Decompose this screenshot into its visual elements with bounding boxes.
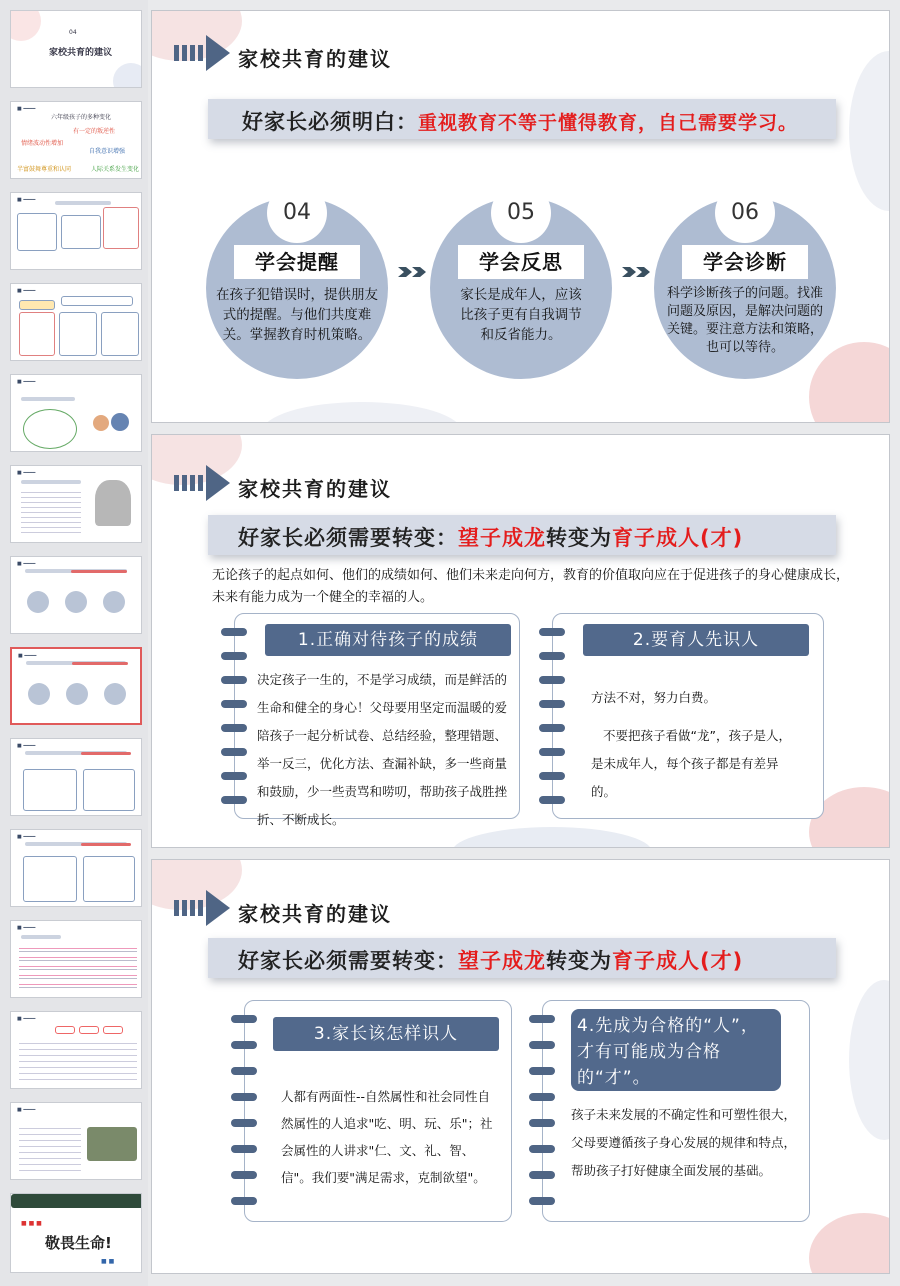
slide-3 <box>151 859 890 1274</box>
slide-title: 家校共育的建议 <box>238 47 392 71</box>
ring <box>539 652 565 660</box>
thumbnail-6[interactable] <box>10 465 142 543</box>
card-body: 不要把孩子看做“龙”，孩子是人，是未成年人，每个孩子都是有差异的。 <box>591 728 791 799</box>
decor-shape <box>10 10 41 41</box>
intro-paragraph: 无论孩子的起点如何、他们的成绩如何、他们未来走向何方，教育的价值取向应在于促进孩子的身心健康成长，未来有能力成为一个健全的幸福的人。 <box>212 568 850 605</box>
thumbnail-10[interactable] <box>10 829 142 907</box>
ring <box>529 1119 555 1127</box>
ring <box>221 796 247 804</box>
ring <box>539 748 565 756</box>
thumbnail-8-active[interactable] <box>10 647 142 725</box>
thumb-box <box>55 1026 75 1034</box>
ring <box>221 772 247 780</box>
thumb-circle <box>65 591 87 613</box>
thumb-person <box>93 415 109 431</box>
thumb-person <box>111 413 129 431</box>
banner <box>208 938 836 978</box>
thumb-circle <box>103 591 125 613</box>
thumb-header: ■ ━━━━ <box>17 197 36 203</box>
ring <box>529 1041 555 1049</box>
banner-highlight: 育子成人(才) <box>612 526 744 550</box>
card-caption: 4.先成为合格的“人”，才有可能成为合格的“才”。 <box>571 1009 781 1091</box>
step-label: 学会提醒 <box>234 245 360 279</box>
ring <box>221 748 247 756</box>
thumb-header: ■ ━━━━ <box>17 379 36 385</box>
header-arrow-icon <box>174 35 234 71</box>
thumb-box <box>61 296 133 306</box>
thumb-box <box>19 1123 81 1173</box>
thumb-box <box>103 1026 123 1034</box>
step-circle-05 <box>430 197 612 379</box>
ring <box>221 652 247 660</box>
banner-text <box>238 945 743 975</box>
thumb-text: 六年级孩子的多种变化 <box>51 114 112 121</box>
thumb-circle <box>27 591 49 613</box>
ring <box>529 1067 555 1075</box>
thumb-red <box>81 752 131 755</box>
ring <box>221 700 247 708</box>
thumb-box <box>19 1038 137 1084</box>
thumb-header: ■ ━━━━ <box>17 1016 36 1022</box>
ring <box>539 796 565 804</box>
binder-rings <box>529 1015 555 1211</box>
thumb-box <box>21 488 81 536</box>
thumb-box <box>11 1194 142 1208</box>
banner-mid: 转变为 <box>546 949 612 973</box>
thumb-header: ■ ━━━━ <box>17 470 36 476</box>
thumb-box <box>79 1026 99 1034</box>
ring <box>539 676 565 684</box>
slide-title: 家校共育的建议 <box>238 477 392 501</box>
thumbnail-1[interactable] <box>10 10 142 88</box>
thumb-photo <box>87 1127 137 1161</box>
thumb-title: 敬畏生命! <box>45 1234 112 1252</box>
banner-highlight: 育子成人(才) <box>612 949 744 973</box>
decor-shape <box>809 1213 890 1274</box>
thumb-box <box>17 213 57 251</box>
banner-highlight: 望子成龙 <box>458 949 546 973</box>
step-text: 科学诊断孩子的问题。找准问题及原因，是解决问题的关键。要注意方法和策略，也可以等待。 <box>666 286 823 355</box>
card-body-line: 方法不对，努力白费。 <box>591 690 717 705</box>
binder-rings <box>231 1015 257 1211</box>
thumb-text: ■ ■ <box>101 1258 115 1265</box>
ring <box>529 1145 555 1153</box>
decor-shape <box>262 402 462 423</box>
thumbnail-11[interactable] <box>10 920 142 998</box>
banner-highlight: 重视教育不等于懂得教育，自己需要学习。 <box>418 112 799 134</box>
thumb-box <box>23 856 77 902</box>
thumb-bar <box>21 480 81 484</box>
thumb-bar <box>55 201 111 205</box>
ring <box>221 724 247 732</box>
thumbnail-4[interactable] <box>10 283 142 361</box>
banner-mid: 转变为 <box>546 526 612 550</box>
step-circle-04 <box>206 197 388 379</box>
thumb-text: 情绪波动性增加 <box>21 140 64 147</box>
card-4 <box>542 1000 810 1222</box>
thumb-header: ■ ━━━━ <box>17 743 36 749</box>
step-number: 06 <box>715 183 775 243</box>
ring <box>539 772 565 780</box>
thumb-header: ■ ━━━━ <box>17 106 36 112</box>
thumbnail-2[interactable] <box>10 101 142 179</box>
binder-rings <box>539 628 565 808</box>
banner <box>208 99 836 139</box>
ring <box>231 1119 257 1127</box>
banner <box>208 515 836 555</box>
thumbnail-14[interactable] <box>10 1193 142 1273</box>
thumb-circle <box>28 683 50 705</box>
card-caption: 2.要育人先识人 <box>583 624 809 656</box>
thumb-box <box>83 856 135 902</box>
ring <box>231 1041 257 1049</box>
thumbnail-13[interactable] <box>10 1102 142 1180</box>
header-arrow-icon <box>174 890 234 926</box>
thumb-red <box>71 570 127 573</box>
card-caption: 3.家长该怎样识人 <box>273 1017 499 1051</box>
thumb-title: 家校共育的建议 <box>49 48 113 58</box>
slide-2 <box>151 434 890 848</box>
thumb-header: ■ ━━━━ <box>18 653 37 659</box>
thumb-circle <box>104 683 126 705</box>
thumb-bar <box>21 935 61 939</box>
thumb-header: ■ ━━━━ <box>17 1107 36 1113</box>
step-circle-06 <box>654 197 836 379</box>
step-number: 04 <box>267 183 327 243</box>
card-3 <box>244 1000 512 1222</box>
thumb-circle <box>66 683 88 705</box>
step-label: 学会反思 <box>458 245 584 279</box>
thumbnail-9[interactable] <box>10 738 142 816</box>
ring <box>529 1015 555 1023</box>
ring <box>231 1171 257 1179</box>
thumb-text: 自我意识增强 <box>89 148 126 155</box>
slide-title: 家校共育的建议 <box>238 902 392 926</box>
thumbnail-5[interactable] <box>10 374 142 452</box>
decor-shape <box>849 51 890 211</box>
card-body: 人都有两面性--自然属性和社会同性自然属性的人追求"吃、明、玩、乐"；社会属性的人讲求"仁、文、礼、智、信"。我们要"满足需求，克制欲望"。 <box>281 1089 493 1185</box>
thumb-bar <box>21 397 75 401</box>
thumb-header: ■ ━━━━ <box>17 288 36 294</box>
decor-shape <box>113 63 142 88</box>
card-body: 决定孩子一生的，不是学习成绩，而是鲜活的生命和健全的身心！父母要用坚定而温暖的爱陪孩子一起分析试卷、总结经验，整理错题、举一反三，优化方法、查漏补缺，多一些商量和鼓励，少一些责骂和唠叨，帮助孩子战胜挫折、不断成长。 <box>257 672 508 827</box>
double-chevron-icon <box>622 267 652 277</box>
banner-text <box>242 106 798 136</box>
decor-shape <box>849 980 890 1140</box>
thumb-box <box>23 769 77 811</box>
card-body: 孩子未来发展的不确定性和可塑性很大，父母要遵循孩子身心发展的规律和特点，帮助孩子打好健康全面发展的基础。 <box>571 1107 797 1178</box>
ring <box>529 1093 555 1101</box>
thumb-section-num: 04 <box>69 29 77 36</box>
ring <box>231 1015 257 1023</box>
thumb-red <box>81 843 131 846</box>
ring <box>539 628 565 636</box>
thumb-text: ■ ■ ■ <box>21 1220 42 1227</box>
ring <box>529 1197 555 1205</box>
ring <box>529 1171 555 1179</box>
thumbnail-7[interactable] <box>10 556 142 634</box>
thumb-text: 半富鼓舞尊重和认同 <box>17 166 72 173</box>
step-number: 05 <box>491 183 551 243</box>
thumb-box <box>103 207 139 249</box>
slide-1 <box>151 10 890 423</box>
thumb-box <box>59 312 97 356</box>
thumb-box <box>23 409 77 449</box>
thumb-box <box>83 769 135 811</box>
card-1 <box>234 613 520 827</box>
step-text: 家长是成年人，应该比孩子更有自我调节和反省能力。 <box>460 287 582 343</box>
thumb-red <box>72 662 128 665</box>
ring <box>539 724 565 732</box>
slide-thumbnail-rail <box>0 0 148 1286</box>
thumb-portrait <box>95 480 131 526</box>
binder-rings <box>221 628 247 808</box>
thumb-header: ■ ━━━━ <box>17 561 36 567</box>
ring <box>221 676 247 684</box>
thumbnail-12[interactable] <box>10 1011 142 1089</box>
thumb-box <box>61 215 101 249</box>
thumb-text: 人际关系发生变化 <box>91 166 140 173</box>
ring <box>221 628 247 636</box>
card-caption: 1.正确对待孩子的成绩 <box>265 624 511 656</box>
banner-text <box>238 522 743 552</box>
thumb-box <box>19 300 55 310</box>
card-2 <box>552 613 824 819</box>
thumbnail-3[interactable] <box>10 192 142 270</box>
ring <box>231 1145 257 1153</box>
thumb-text: 有一定的叛逆性 <box>73 128 116 135</box>
header-arrow-icon <box>174 465 234 501</box>
thumb-header: ■ ━━━━ <box>17 925 36 931</box>
thumb-box <box>19 312 55 356</box>
double-chevron-icon <box>398 267 428 277</box>
banner-lead: 好家长必须明白： <box>242 110 418 134</box>
thumb-box <box>19 943 137 993</box>
step-text: 在孩子犯错误时，提供朋友式的提醒。与他们共度难关。掌握教育时机策略。 <box>216 287 378 343</box>
banner-lead: 好家长必须需要转变： <box>238 526 458 550</box>
banner-lead: 好家长必须需要转变： <box>238 949 458 973</box>
ring <box>231 1067 257 1075</box>
ring <box>231 1197 257 1205</box>
step-label: 学会诊断 <box>682 245 808 279</box>
ring <box>539 700 565 708</box>
banner-highlight: 望子成龙 <box>458 526 546 550</box>
ring <box>231 1093 257 1101</box>
thumb-box <box>101 312 139 356</box>
thumb-header: ■ ━━━━ <box>17 834 36 840</box>
